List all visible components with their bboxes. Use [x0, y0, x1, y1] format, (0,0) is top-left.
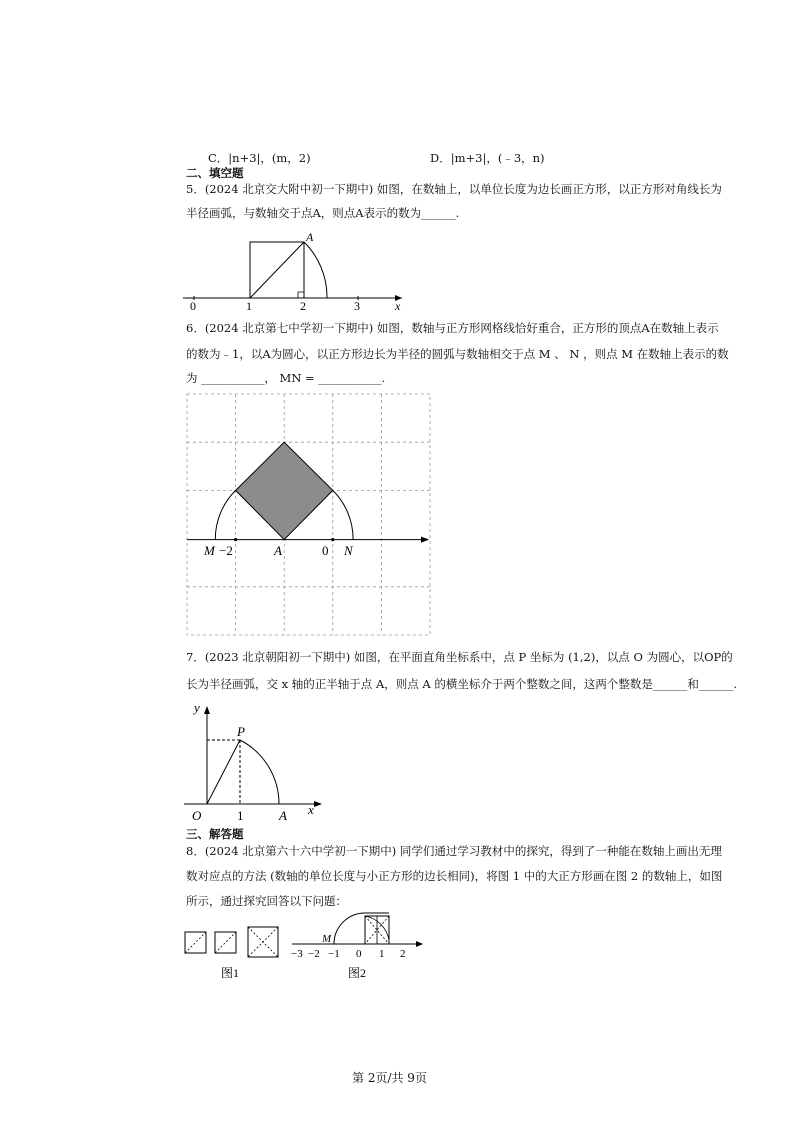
q8-fig2-caption: 图2: [348, 966, 367, 980]
section-heading-fill-in: 二、填空题: [186, 166, 244, 180]
q5-tick-3: 3: [354, 299, 360, 313]
q5-tick-0: 0: [190, 299, 196, 313]
q6-text-line2: 的数为﹣1，以A为圆心，以正方形边长为半径的圆弧与数轴相交于点 M 、 N ，则点 M 在数轴上表示的数: [186, 347, 729, 361]
q6-text-line3: 为 ___________， MN = ___________.: [186, 371, 386, 385]
q8-figure-2: [288, 910, 428, 985]
q6-label-m: M: [204, 543, 215, 558]
q8-fig2-tick-neg3: −3: [291, 948, 303, 960]
q8-fig2-tick-neg1: −1: [328, 948, 340, 960]
q8-figure-1: [184, 925, 284, 985]
q5-text-line2: 半径画弧，与数轴交于点A，则点A表示的数为______.: [186, 206, 460, 220]
section-heading-solutions: 三、解答题: [186, 827, 244, 841]
q8-fig2-tick-1: 1: [379, 948, 385, 960]
q6-label-0: 0: [322, 543, 329, 558]
q7-text-line1: 7．(2023 北京朝阳初一下期中) 如图，在平面直角坐标系中，点 P 坐标为 (1,2)，以点 O 为圆心，以OP的: [186, 650, 733, 664]
q4-option-c: C．|n+3|，(m，2): [208, 151, 311, 165]
q6-label-a: A: [274, 543, 282, 558]
q5-point-label: A: [306, 230, 314, 244]
q8-text-line2: 数对应点的方法 (数轴的单位长度与小正方形的边长相同)，将图 1 中的大正方形画在图 2 的数轴上，如图: [186, 869, 723, 883]
q8-text-line3: 所示，通过探究回答以下问题：: [186, 894, 347, 908]
q8-text-line1: 8．(2024 北京第六十六中学初一下期中) 同学们通过学习教材中的探究，得到了一种能在数轴上画出无理: [186, 844, 722, 858]
q7-label-a: A: [279, 808, 287, 823]
q5-text-line1: 5．(2024 北京交大附中初一下期中) 如图，在数轴上，以单位长度为边长画正方形，以正方形对角线长为: [186, 182, 722, 196]
q8-fig2-tick-2: 2: [400, 948, 406, 960]
q6-figure: [186, 393, 436, 637]
q5-tick-1: 1: [246, 299, 252, 313]
q5-axis-label: x: [395, 299, 401, 313]
q7-text-line2: 长为半径画弧，交 x 轴的正半轴于点 A，则点 A 的横坐标介于两个整数之间，这两个整数是______和______.: [186, 677, 738, 691]
q6-text-line1: 6．(2024 北京第七中学初一下期中) 如图，数轴与正方形网格线恰好重合，正方形的顶点A在数轴上表示: [186, 321, 719, 335]
q5-tick-2: 2: [300, 299, 306, 313]
q7-label-y: y: [194, 700, 200, 715]
q7-figure: [180, 698, 330, 824]
q6-label-n: N: [344, 543, 353, 558]
q8-fig2-tick-neg2: −2: [308, 948, 320, 960]
q7-label-o: O: [192, 808, 202, 823]
q4-option-d: D．|m+3|，(﹣3，n): [430, 151, 545, 165]
q8-fig1-caption: 图1: [221, 966, 240, 980]
q6-label-neg2: −2: [219, 543, 233, 558]
q8-fig2-point-m: M: [322, 933, 332, 945]
q5-figure: [180, 228, 410, 316]
q8-fig2-tick-0: 0: [356, 948, 362, 960]
q7-label-x: x: [308, 802, 314, 817]
page-number-footer: 第 2页/共 9页: [352, 1071, 427, 1085]
q7-label-1: 1: [237, 808, 244, 823]
q7-label-p: P: [237, 724, 245, 739]
